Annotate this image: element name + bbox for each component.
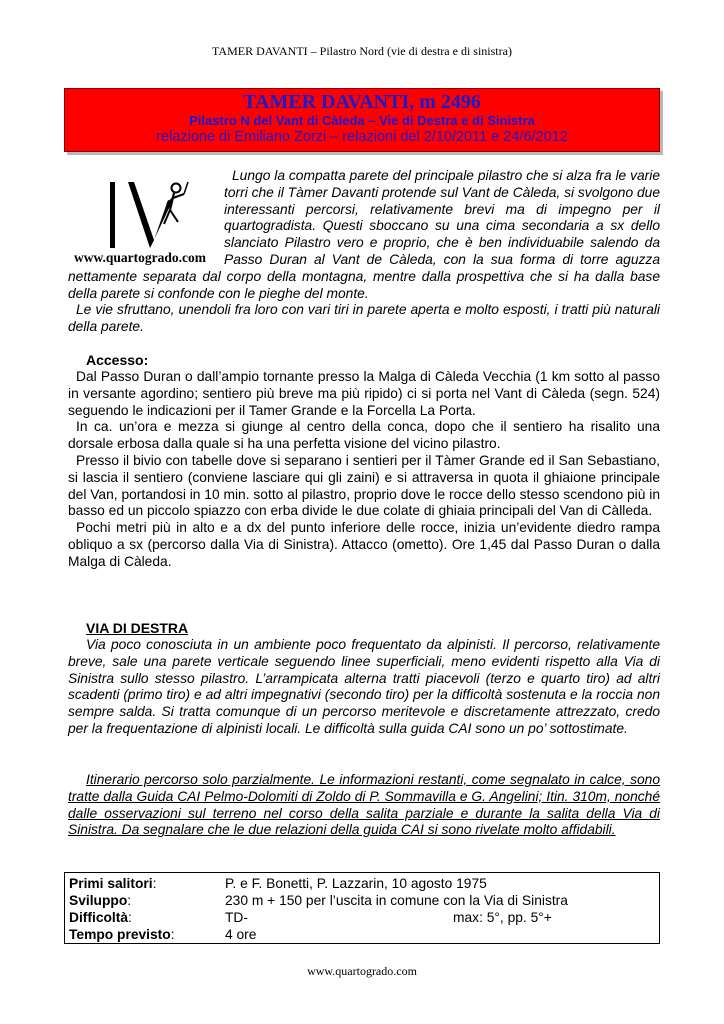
page-subtitle: Pilastro N del Vant di Càleda – Vie di Destra e di Sinistra bbox=[189, 113, 535, 128]
accesso-heading: Accesso: bbox=[86, 352, 149, 368]
author-line: relazione di Emiliano Zorzi – relazioni del 2/10/2011 e 24/6/2012 bbox=[156, 129, 568, 145]
info-label: Sviluppo: bbox=[69, 893, 132, 908]
accesso-paragraph-2: In ca. un’ora e mezza si giunge al centro della conca, dopo che il sentiero ha risalito una dorsale erbosa dalla quale si ha una perfetta visione del vicino pilastro. bbox=[68, 419, 660, 452]
logo-url: www.quartogrado.com bbox=[74, 250, 206, 265]
info-row-tempo bbox=[69, 926, 657, 943]
via-destra-paragraph: Via poco conosciuta in un ambiente poco frequentato da alpinisti. Il percorso, relativamente breve, sale una parete verticale seguendo linee superficiali, meno evidenti rispetto alla Via di Sinistra sullo stesso pilastro. L’arrampicata alterna tratti piacevoli (terzo e quarto tiro) ad altri scadenti (primo tiro) e ad altri impegnativi (secondo tiro) per la difficoltà sostenuta e la roccia non sempre salda. Si tratta comunque di un percorso meritevole e discretamente attrezzato, credo per la frequentazione di alpinisti locali. Le difficoltà sulla guida CAI sono un po’ sottostimate. bbox=[68, 637, 660, 736]
intro-paragraph-1: Lungo la compatta parete del principale pilastro che si alza fra le varie torri che il Tàmer Davanti protende sul Vant de Càleda, si svolgono due interessanti percorsi, relativamente brevi ma di impegno per il quartogradista. Questi sboccano su una cima secondaria a sx dello slanciato Pilastro vero e proprio, che è ben individuabile salendo da Passo Duran al Vant de Càleda, con la sua forma di torre aguzza nettamente separata dal corpo della montagna, mentre dalla prospettiva che si ha dalla base della parete si confonde con le pieghe del monte. bbox=[68, 168, 660, 301]
via-destra-heading: VIA DI DESTRA bbox=[86, 620, 189, 636]
info-table bbox=[64, 872, 660, 944]
accesso-paragraph-3: Presso il bivio con tabelle dove si separano i sentieri per il Tàmer Grande ed il San Sebastiano, si lascia il sentiero (conviene lasciare qui gli zaini) e si attraversa in quota il ghiaione principale del Van, portandosi in 10 min. sotto al pilastro, proprio dove le rocce dello stesso scendono più in basso ed un piccolo spiazzo con erba divide le due colate di ghiaia principali del Van di Càlleda. bbox=[68, 452, 660, 519]
title-box bbox=[64, 88, 660, 152]
info-label: Tempo previsto: bbox=[69, 927, 175, 942]
info-row-primi-salitori bbox=[69, 875, 657, 892]
intro-paragraph-2: Le vie sfruttano, unendoli fra loro con vari tiri in parete aperta e molto esposti, i tratti più naturali della parete. bbox=[68, 302, 660, 335]
accesso-paragraph-4: Pochi metri più in alto e a dx del punto inferiore delle rocce, inizia un’evidente diedro rampa obliquo a sx (percorso dalla Via di Sinistra). Attacco (ometto). Ore 1,45 dal Passo Duran o dalla Malga di Càleda. bbox=[68, 520, 660, 569]
info-value: 4 ore bbox=[225, 927, 257, 942]
intro-section bbox=[68, 168, 660, 336]
info-value: TD- bbox=[225, 910, 248, 925]
info-label: Primi salitori: bbox=[69, 876, 157, 891]
info-extra-max: max: 5°, pp. 5°+ bbox=[453, 910, 552, 925]
note-section bbox=[68, 772, 660, 839]
page-title: TAMER DAVANTI, m 2496 bbox=[243, 91, 481, 113]
via-destra-section bbox=[68, 620, 660, 738]
info-value: P. e F. Bonetti, P. Lazzarin, 10 agosto 1975 bbox=[225, 876, 487, 891]
accesso-paragraph-1: Dal Passo Duran o dall’ampio tornante presso la Malga di Càleda Vecchia (1 km sotto al passo in versante agordino; sentiero più breve ma più ripido) ci si porta nel Vant di Càleda (segn. 524) seguendo le indicazioni per il Tamer Grande e la Forcella La Porta. bbox=[68, 369, 660, 418]
info-row-difficolta bbox=[69, 909, 657, 926]
accesso-section bbox=[68, 352, 660, 571]
info-value: 230 m + 150 per l’uscita in comune con la Via di Sinistra bbox=[225, 893, 568, 908]
info-label: Difficoltà: bbox=[69, 910, 132, 925]
info-row-sviluppo bbox=[69, 892, 657, 909]
note-paragraph: Itinerario percorso solo parzialmente. Le informazioni restanti, come segnalato in calce, sono tratte dalla Guida CAI Pelmo-Dolomiti di Zoldo di P. Sommavilla e G. Angelini; Itin. 310m, nonché dalle osservazioni sul terreno nel corso della salita parziale e durante la salita della Via di Sinistra. Da segnalare che le due relazioni della guida CAI si sono rivelate molto affidabili. bbox=[68, 772, 660, 838]
footer-url: www.quartogrado.com bbox=[307, 964, 417, 978]
running-header: TAMER DAVANTI – Pilastro Nord (vie di destra e di sinistra) bbox=[212, 44, 512, 58]
